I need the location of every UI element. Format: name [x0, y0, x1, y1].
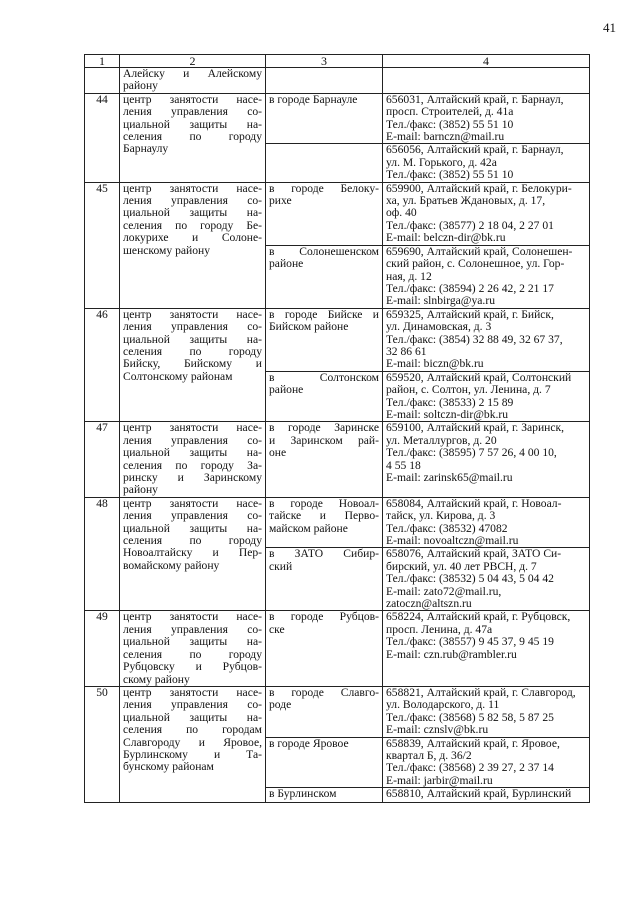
- row-number-cell: 46: [85, 308, 120, 422]
- address-cell: [383, 68, 590, 94]
- text-line: скому району: [123, 672, 190, 686]
- location-cell: [266, 182, 383, 245]
- text-line: в Солтонском: [269, 370, 379, 384]
- text-line: оне: [269, 446, 287, 460]
- text-line: 656056, Алтайский край, г. Барнаул,: [386, 143, 564, 157]
- table-row: [85, 308, 590, 371]
- location-cell: [266, 788, 383, 803]
- address-cell: [383, 144, 590, 182]
- text-line: квартал Б, д. 36/2: [386, 748, 472, 762]
- text-line: селения по городу: [123, 130, 262, 144]
- text-line: в городе Славго-: [269, 685, 379, 699]
- row-number-cell: 45: [85, 182, 120, 308]
- text-line: в городе Бийске и: [269, 307, 379, 321]
- text-line: в ЗАТО Сибир-: [269, 547, 379, 561]
- address-cell: [383, 548, 590, 611]
- text-line: Славгороду и Яровое,: [123, 735, 262, 749]
- row-number-cell: 44: [85, 93, 120, 182]
- text-line: 658821, Алтайский край, г. Славгород,: [386, 685, 576, 699]
- employment-centers-table: [84, 54, 590, 803]
- text-line: и Заринском рай-: [269, 433, 379, 447]
- text-line: циальной защиты на-: [123, 446, 262, 460]
- text-line: ления управления со-: [123, 320, 262, 334]
- text-line: селения по городу: [123, 647, 262, 661]
- text-line: Тел./факс: (38568) 5 82 58, 5 87 25: [386, 710, 554, 724]
- center-name-cell: [120, 686, 266, 802]
- text-line: Тел./факс: (38533) 2 15 89: [386, 395, 514, 409]
- location-cell: [266, 93, 383, 144]
- text-line: Бийском районе: [269, 320, 349, 334]
- text-line: ления управления со-: [123, 433, 262, 447]
- text-line: 659100, Алтайский край, г. Заринск,: [386, 421, 565, 435]
- text-line: 659900, Алтайский край, г. Белокури-: [386, 181, 572, 195]
- text-line: 658810, Алтайский край, Бурлинский: [386, 787, 572, 801]
- text-line: E-mail: cznslv@bk.ru: [386, 723, 489, 737]
- text-line: 659325, Алтайский край, г. Бийск,: [386, 307, 554, 321]
- text-line: центр занятости насе-: [123, 685, 262, 699]
- text-line: E-mail: belczn-dir@bk.ru: [386, 231, 506, 245]
- text-line: Тел./факс: (38568) 2 39 27, 2 37 14: [386, 761, 554, 775]
- column-header: 2: [120, 55, 266, 68]
- text-line: просп. Ленина, д. 47а: [386, 622, 493, 636]
- text-line: циальной защиты на-: [123, 206, 262, 220]
- location-cell: [266, 144, 383, 182]
- text-line: Тел./факс: (38577) 2 18 04, 2 27 01: [386, 218, 554, 232]
- text-line: E-mail: slnbirga@ya.ru: [386, 294, 495, 308]
- text-line: ский: [269, 559, 293, 573]
- text-line: 658839, Алтайский край, г. Яровое,: [386, 736, 560, 750]
- text-line: циальной защиты на-: [123, 332, 262, 346]
- text-line: ления управления со-: [123, 105, 262, 119]
- address-cell: [383, 93, 590, 144]
- address-cell: [383, 182, 590, 245]
- text-line: центр занятости насе-: [123, 92, 262, 106]
- text-line: центр занятости насе-: [123, 496, 262, 510]
- location-cell: [266, 245, 383, 308]
- text-line: в городе Барнауле: [269, 92, 358, 106]
- address-cell: [383, 788, 590, 803]
- column-header: 1: [85, 55, 120, 68]
- text-line: 4 55 18: [386, 458, 421, 472]
- text-line: 659690, Алтайский край, Солонешен-: [386, 244, 573, 258]
- address-cell: [383, 686, 590, 737]
- text-line: 32 86 61: [386, 344, 427, 358]
- text-line: 658076, Алтайский край, ЗАТО Си-: [386, 547, 562, 561]
- row-number-cell: 48: [85, 497, 120, 611]
- text-line: тайске и Перво-: [269, 509, 379, 523]
- text-line: циальной защиты на-: [123, 117, 262, 131]
- text-line: Новоалтайску и Пер-: [123, 546, 262, 560]
- address-cell: [383, 245, 590, 308]
- text-line: ха, ул. Братьев Ждановых, д. 17,: [386, 194, 546, 208]
- text-line: локурихе и Солоне-: [123, 231, 262, 245]
- text-line: селения по городу Бе-: [123, 218, 262, 232]
- location-cell: [266, 68, 383, 94]
- text-line: циальной защиты на-: [123, 521, 262, 535]
- table-header-row: [85, 55, 590, 68]
- text-line: ления управления со-: [123, 194, 262, 208]
- text-line: E-mail: soltczn-dir@bk.ru: [386, 407, 509, 421]
- text-line: Тел./факс: (3852) 55 51 10: [386, 168, 514, 182]
- text-line: районе: [269, 257, 304, 271]
- text-line: Тел./факс: (38557) 9 45 37, 9 45 19: [386, 635, 554, 649]
- location-cell: [266, 497, 383, 548]
- text-line: ский район, с. Солонешное, ул. Гор-: [386, 257, 565, 271]
- row-number-cell: [85, 68, 120, 94]
- location-cell: [266, 611, 383, 686]
- address-cell: [383, 422, 590, 497]
- location-cell: [266, 548, 383, 611]
- text-line: майском районе: [269, 521, 348, 535]
- text-line: центр занятости насе-: [123, 181, 262, 195]
- text-line: Барнаулу: [123, 142, 169, 156]
- text-line: в городе Рубцов-: [269, 610, 379, 624]
- center-name-cell: [120, 497, 266, 611]
- table-row: [85, 497, 590, 548]
- address-cell: [383, 497, 590, 548]
- text-line: E-mail: zato72@mail.ru,: [386, 584, 502, 598]
- text-line: в городе Белоку-: [269, 181, 379, 195]
- text-line: шенскому району: [123, 243, 211, 257]
- text-line: ления управления со-: [123, 698, 262, 712]
- text-line: циальной защиты на-: [123, 635, 262, 649]
- table-row: [85, 611, 590, 686]
- text-line: роде: [269, 698, 292, 712]
- text-line: Тел./факс: (38595) 7 57 26, 4 00 10,: [386, 446, 557, 460]
- address-cell: [383, 308, 590, 371]
- text-line: рихе: [269, 194, 292, 208]
- text-line: E-mail: barnczn@mail.ru: [386, 130, 505, 144]
- text-line: циальной защиты на-: [123, 710, 262, 724]
- row-number-cell: 49: [85, 611, 120, 686]
- center-name-cell: [120, 93, 266, 182]
- center-name-cell: [120, 611, 266, 686]
- text-line: Алейску и Алейскому: [123, 67, 262, 80]
- location-cell: [266, 686, 383, 737]
- text-line: Тел./факс: (38532) 47082: [386, 521, 508, 535]
- location-cell: [266, 737, 383, 788]
- text-line: оф. 40: [386, 206, 417, 220]
- text-line: ления управления со-: [123, 622, 262, 636]
- text-line: E-mail: czn.rub@rambler.ru: [386, 647, 517, 661]
- text-line: Тел./факс: (38532) 5 04 43, 5 04 42: [386, 572, 554, 586]
- address-cell: [383, 737, 590, 788]
- text-line: Рубцовску и Рубцов-: [123, 660, 262, 674]
- text-line: районе: [269, 383, 304, 397]
- text-line: в городе Заринске: [269, 421, 379, 435]
- text-line: E-mail: novoaltczn@mail.ru: [386, 534, 519, 548]
- text-line: 658224, Алтайский край, г. Рубцовск,: [386, 610, 571, 624]
- text-line: ул. М. Горького, д. 42а: [386, 155, 497, 169]
- text-line: 659520, Алтайский край, Солтонский: [386, 370, 572, 384]
- text-line: E-mail: jarbir@mail.ru: [386, 773, 493, 787]
- text-line: бунскому районам: [123, 760, 214, 774]
- text-line: Тел./факс: (38594) 2 26 42, 2 21 17: [386, 281, 554, 295]
- text-line: в городе Новоал-: [269, 496, 379, 510]
- text-line: бирский, ул. 40 лет РВСН, д. 7: [386, 559, 537, 573]
- text-line: 656031, Алтайский край, г. Барнаул,: [386, 92, 564, 106]
- text-line: Солтонскому районам: [123, 369, 233, 383]
- text-line: в городе Яровое: [269, 736, 349, 750]
- text-line: E-mail: zarinsk65@mail.ru: [386, 471, 513, 484]
- text-line: zatoczn@altszn.ru: [386, 597, 472, 611]
- table-row: [85, 68, 590, 94]
- text-line: центр занятости насе-: [123, 307, 262, 321]
- text-line: E-mail: biczn@bk.ru: [386, 357, 484, 371]
- page-number: 41: [603, 20, 616, 35]
- row-number-cell: 47: [85, 422, 120, 497]
- text-line: району: [123, 483, 158, 497]
- text-line: ул. Динамовская, д. 3: [386, 320, 492, 334]
- text-line: Бийску, Бийскому и: [123, 357, 262, 371]
- text-line: ления управления со-: [123, 509, 262, 523]
- text-line: 658084, Алтайский край, г. Новоал-: [386, 496, 562, 510]
- table-row: [85, 422, 590, 497]
- text-line: в Солонешенском: [269, 244, 379, 258]
- column-header: 3: [266, 55, 383, 68]
- table-row: [85, 182, 590, 245]
- text-line: район, с. Солтон, ул. Ленина, д. 7: [386, 383, 551, 397]
- text-line: ринску и Заринскому: [123, 471, 262, 484]
- center-name-cell: [120, 308, 266, 422]
- text-line: району: [123, 79, 158, 93]
- text-line: селения по городам: [123, 723, 262, 737]
- address-cell: [383, 371, 590, 422]
- center-name-cell: [120, 422, 266, 497]
- text-line: ске: [269, 622, 285, 636]
- text-line: Бурлинскому и Та-: [123, 747, 262, 761]
- location-cell: [266, 422, 383, 497]
- location-cell: [266, 308, 383, 371]
- text-line: просп. Строителей, д. 41а: [386, 105, 514, 119]
- text-line: центр занятости насе-: [123, 421, 262, 435]
- text-line: ная, д. 12: [386, 269, 432, 283]
- text-line: селения по городу: [123, 344, 262, 358]
- row-number-cell: 50: [85, 686, 120, 802]
- text-line: селения по городу: [123, 534, 262, 548]
- text-line: Тел./факс: (3854) 32 88 49, 32 67 37,: [386, 332, 563, 346]
- text-line: тайск, ул. Кирова, д. 3: [386, 509, 496, 523]
- address-cell: [383, 611, 590, 686]
- text-line: центр занятости насе-: [123, 610, 262, 624]
- text-line: ул. Володарского, д. 11: [386, 698, 500, 712]
- center-name-cell: [120, 68, 266, 94]
- location-cell: [266, 371, 383, 422]
- table-row: [85, 93, 590, 144]
- column-header: 4: [383, 55, 590, 68]
- table-row: [85, 686, 590, 737]
- text-line: селения по городу За-: [123, 458, 262, 472]
- text-line: Тел./факс: (3852) 55 51 10: [386, 117, 514, 131]
- center-name-cell: [120, 182, 266, 308]
- text-line: вомайскому району: [123, 558, 220, 572]
- text-line: в Бурлинском: [269, 787, 337, 801]
- text-line: ул. Металлургов, д. 20: [386, 433, 497, 447]
